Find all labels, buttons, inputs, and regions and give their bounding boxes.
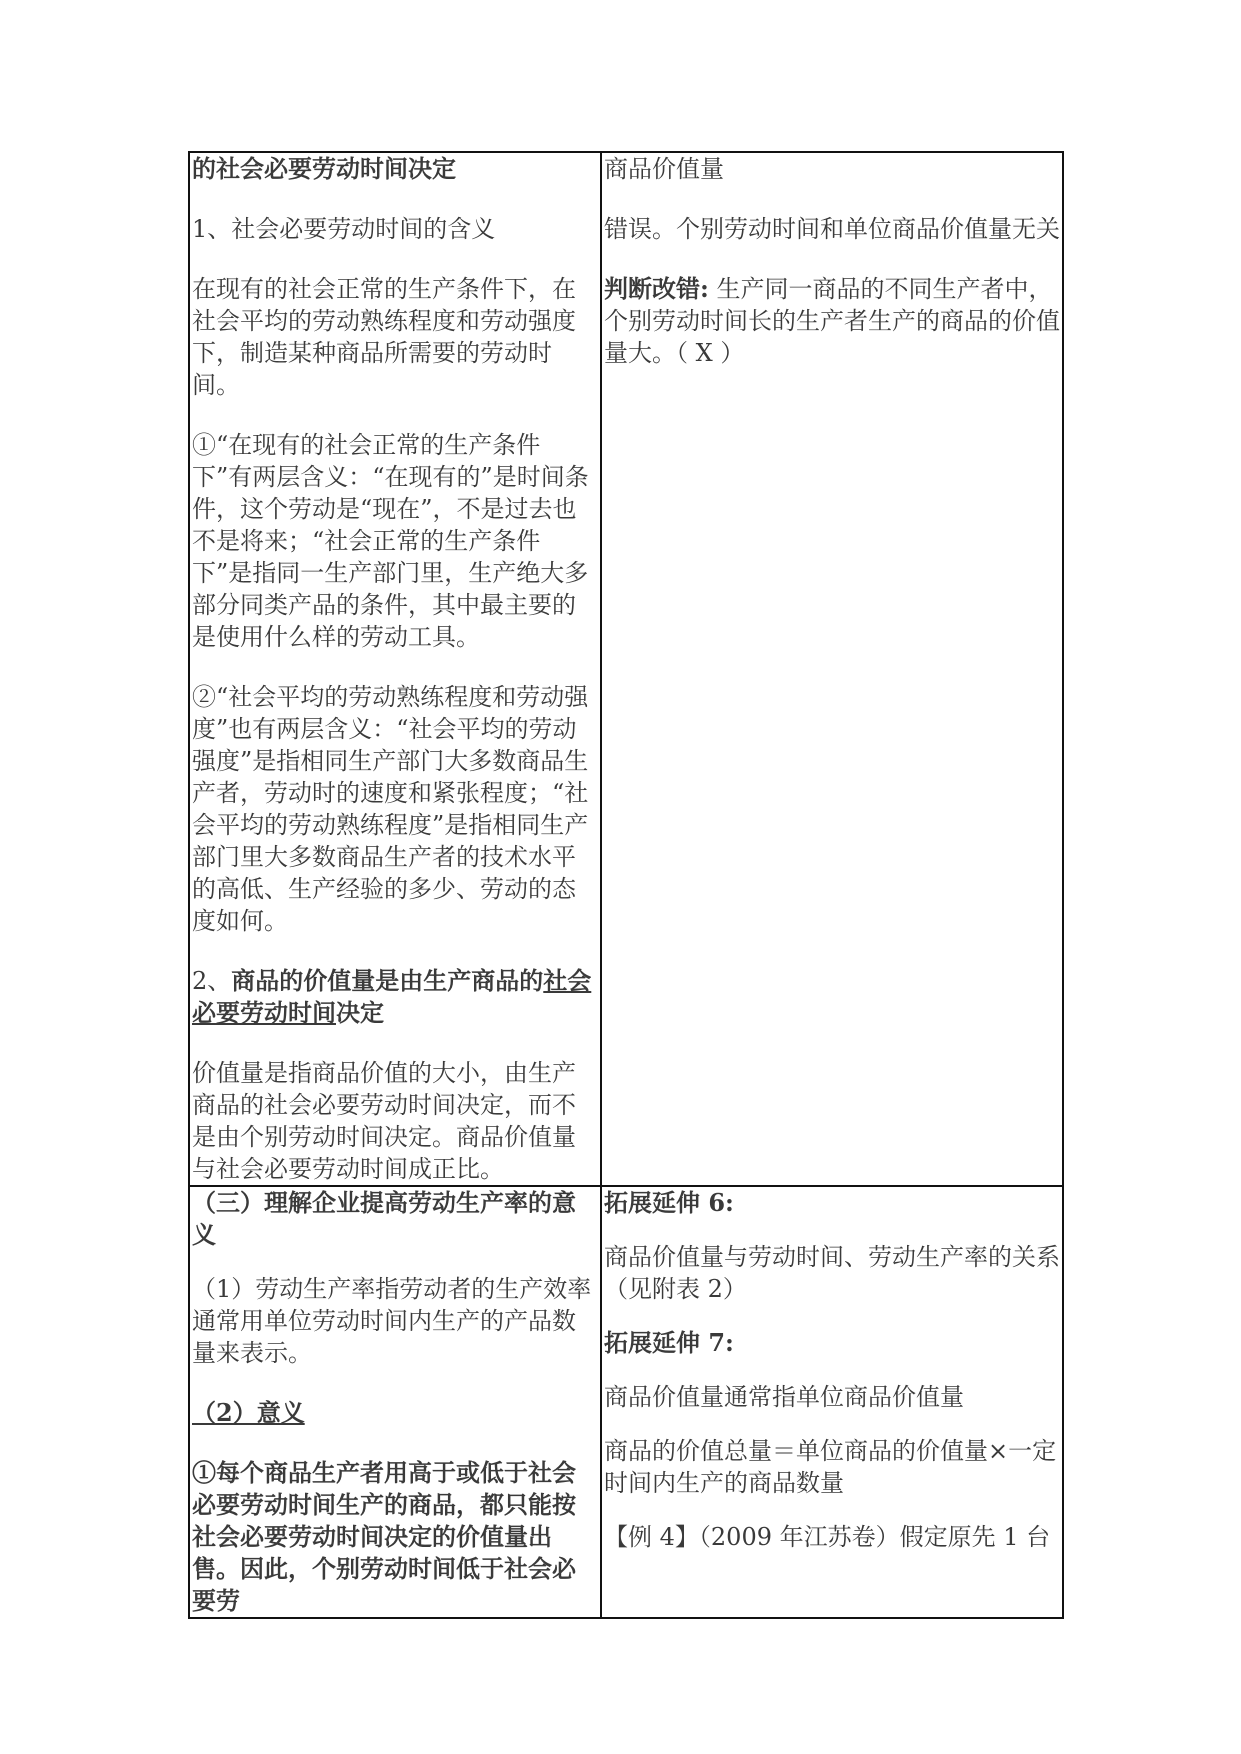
extension-label-6: 拓展延伸 6:	[604, 1188, 734, 1217]
table-row	[189, 152, 1063, 1186]
explanation-point-1: （1）劳动生产率指劳动者的生产效率通常用单位劳动时间内生产的产品数量来表示。	[192, 1275, 592, 1367]
extension-text-7a: 商品价值量通常指单位商品价值量	[604, 1383, 964, 1411]
judge-label: 判断改错:	[604, 274, 709, 303]
item-title-2	[192, 965, 598, 1029]
item-bold-suffix: 决定	[336, 998, 384, 1027]
item-bold-text: 商品的价值量是由生产商品的	[231, 966, 544, 995]
example-text: （2009 年江苏卷）假定原先 1 台	[698, 1523, 1051, 1551]
significance-title: （2）意义	[192, 1398, 305, 1427]
example-line	[604, 1521, 1060, 1553]
table-cell-right	[601, 152, 1063, 1186]
judge-question	[604, 273, 1060, 369]
item-title: 1、社会必要劳动时间的含义	[192, 215, 496, 243]
answer-text: 错误。个别劳动时间和单位商品价值量无关	[604, 215, 1060, 243]
table-row	[189, 1186, 1063, 1618]
table-cell-right	[601, 1186, 1063, 1618]
definition-text: 在现有的社会正常的生产条件下，在社会平均的劳动熟练程度和劳动强度下，制造某种商品所需要的劳动时间。	[192, 275, 576, 399]
judge-text: 生产同一商品的不同生产者中，个别劳动时间长的生产者生产的商品的价值量大。（ X ）	[604, 275, 1060, 367]
item-number: 2、	[192, 967, 232, 995]
notes-table	[188, 151, 1064, 1619]
value-definition-text: 价值量是指商品价值的大小，由生产商品的社会必要劳动时间决定，而不是由个别劳动时间决定。商品价值量与社会必要劳动时间成正比。	[192, 1059, 576, 1183]
significance-point-1: ①每个商品生产者用高于或低于社会必要劳动时间生产的商品，都只能按社会必要劳动时间决定的价值量出售。因此，个别劳动时间低于社会必要劳	[192, 1458, 576, 1615]
table-cell-left	[189, 152, 601, 1186]
section-heading: 的社会必要劳动时间决定	[192, 154, 456, 183]
extension-label-7: 拓展延伸 7:	[604, 1328, 734, 1357]
section-heading: （三）理解企业提高劳动生产率的意义	[192, 1188, 576, 1249]
table-cell-left	[189, 1186, 601, 1618]
extension-text-6: 商品价值量与劳动时间、劳动生产率的关系（见附表 2）	[604, 1243, 1060, 1303]
cell-text: 商品价值量	[604, 155, 724, 183]
explanation-point-2: ②“社会平均的劳动熟练程度和劳动强度”也有两层含义：“社会平均的劳动强度”是指相同生产部门大多数商品生产者，劳动时的速度和紧张程度；“社会平均的劳动熟练程度”是指相同生产部门里大多数商品生产者的技术水平的高低、生产经验的多少、劳动的态度如何。	[192, 683, 589, 935]
extension-text-7b: 商品的价值总量＝单位商品的价值量×一定时间内生产的商品数量	[604, 1437, 1057, 1497]
example-label: 【例 4】	[604, 1523, 699, 1551]
item-underlined-text: 社会必要劳动时间	[192, 966, 592, 1027]
explanation-point-1: ①“在现有的社会正常的生产条件下”有两层含义：“在现有的”是时间条件，这个劳动是“现在”，不是过去也不是将来；“社会正常的生产条件下”是指同一生产部门里，生产绝大多部分同类产品的条件，其中最主要的是使用什么样的劳动工具。	[192, 431, 589, 651]
